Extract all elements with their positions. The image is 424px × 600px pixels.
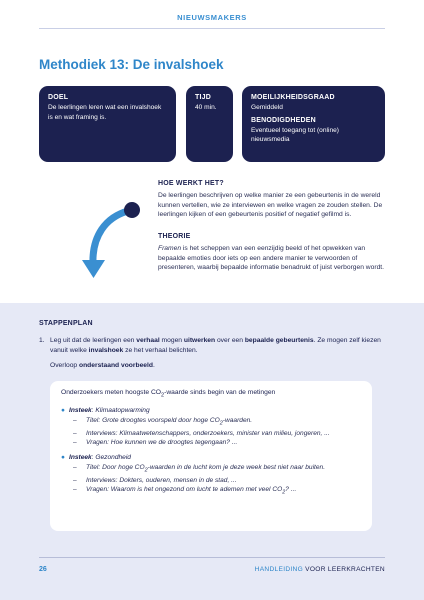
tijd-heading: TIJD bbox=[195, 94, 211, 101]
footer-label: HANDLEIDING VOOR LEERKRACHTEN bbox=[254, 566, 385, 573]
benodigdheden-text: Eventueel toegang tot (online) nieuwsmedia bbox=[251, 126, 339, 143]
step-1 bbox=[39, 336, 385, 371]
moeilijkheid-heading: MOEILIJKHEIDSGRAAD bbox=[251, 94, 335, 101]
insteek-1-vragen: – Vragen: Hoe kunnen we de droogtes tegengaan? ... bbox=[73, 439, 238, 447]
benodigdheden-heading: BENODIGDHEDEN bbox=[251, 116, 316, 124]
theorie-section bbox=[158, 233, 388, 273]
hoe-werkt-het-section bbox=[158, 180, 388, 220]
insteek-1-titel: – Titel: Grote droogtes voorspeld door hoge $CO_2$-waarden. bbox=[73, 416, 253, 427]
card-moeilijkheid bbox=[242, 86, 385, 162]
stappenplan-heading: STAPPENPLAN bbox=[39, 320, 93, 327]
step-1-overloop: Overloop onderstaand voorbeeld. bbox=[50, 362, 155, 370]
insteek-1-interviews: – Interviews: Klimaatwetenschappers, onderzoekers, minister van milieu, jongeren, ... bbox=[73, 429, 330, 437]
page-title: Methodiek 13: De invalshoek bbox=[39, 57, 224, 72]
theorie-body: is het scheppen van een eenzijdig beeld of het opwekken van bepaalde emoties door iets op een andere manier te verwoorden of presenteren, waarbij bepaalde informatie benadrukt of juist verborgen wordt. bbox=[158, 245, 385, 272]
hoe-werkt-het-text: De leerlingen beschrijven op welke manier ze een gebeurtenis in de wereld kunnen vertellen, wie ze interviewen en welke vragen ze zouden stellen. De leerlingen kijken of een gebeurtenis positief of negatief gefilmd is. bbox=[158, 192, 383, 219]
brand-title: NIEUWSMAKERS bbox=[177, 13, 247, 22]
moeilijkheid-text: Gemiddeld bbox=[251, 104, 283, 111]
doel-heading: DOEL bbox=[48, 94, 69, 101]
top-divider bbox=[39, 28, 385, 29]
theorie-term: Framen bbox=[158, 245, 182, 252]
insteek-1 bbox=[61, 406, 361, 447]
insteek-2-heading: ● Insteek: Gezondheid bbox=[61, 454, 131, 462]
example-card bbox=[50, 381, 372, 531]
tijd-text: 40 min. bbox=[195, 104, 217, 111]
step-number: 1. bbox=[39, 337, 45, 344]
bullet-icon: ● bbox=[61, 407, 65, 415]
doel-text: De leerlingen leren wat een invalshoek is en wat framing is. bbox=[48, 104, 162, 121]
insteek-2-vragen: – Vragen: Waarom is het ongezond om lucht te ademen met veel $CO_2$? ... bbox=[73, 486, 297, 496]
hoe-werkt-het-heading: HOE WERKT HET? bbox=[158, 180, 224, 187]
card-tijd bbox=[186, 86, 233, 162]
card-doel bbox=[39, 86, 176, 162]
insteek-2-interviews: – Interviews: Dokters, ouderen, mensen in de stad, ... bbox=[73, 476, 237, 484]
footer-divider bbox=[39, 557, 385, 558]
insteek-2-titel: – Titel: Door hoge $CO_2$-waarden in de lucht kom je deze week best niet naar buiten. bbox=[73, 464, 326, 474]
page-number: 26 bbox=[39, 566, 47, 573]
step-1-text: Leg uit dat de leerlingen een verhaal mogen uitwerken over een bepaalde gebeurtenis. Ze mogen zelf kiezen vanuit welke invalshoek ze het verhaal belichten. bbox=[50, 337, 381, 354]
example-headline: Onderzoekers meten hoogste $CO_2$-waarde sinds begin van de metingen bbox=[61, 389, 276, 399]
insteek-2 bbox=[61, 453, 361, 497]
curved-arrow-icon bbox=[78, 198, 140, 282]
bullet-icon: ● bbox=[61, 454, 65, 462]
insteek-1-heading: ● Insteek: Klimaatopwarming bbox=[61, 407, 150, 415]
theorie-heading: THEORIE bbox=[158, 233, 191, 240]
theorie-text bbox=[158, 244, 388, 273]
